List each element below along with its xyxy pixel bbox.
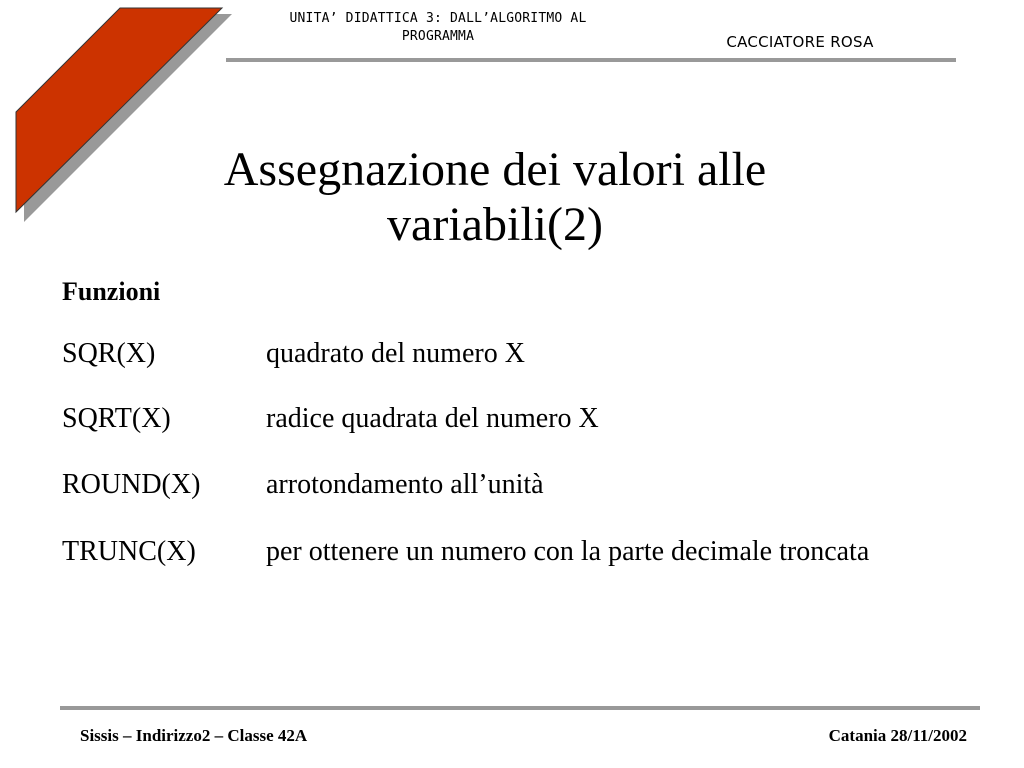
- unit-title: [228, 10, 648, 46]
- unit-title-line-1: UNITA’ DIDATTICA 3: DALL’ALGORITMO AL: [289, 11, 587, 26]
- footer-place-date: Catania 28/11/2002: [828, 726, 967, 745]
- unit-title-line-2: PROGRAMMA: [401, 29, 475, 44]
- section-heading: Funzioni: [62, 277, 161, 306]
- slide-title-line-2: variabili(2): [387, 198, 603, 251]
- function-description: quadrato del numero X: [266, 338, 525, 369]
- header-divider: [226, 58, 956, 62]
- function-name: SQR(X): [62, 338, 156, 369]
- function-description: arrotondamento all’unità: [266, 469, 544, 500]
- function-name: ROUND(X): [62, 469, 201, 500]
- function-name: SQRT(X): [62, 403, 171, 434]
- function-description: radice quadrata del numero X: [266, 403, 599, 434]
- function-description: per ottenere un numero con la parte decimale troncata: [266, 536, 870, 567]
- author-name: CACCIATORE ROSA: [726, 33, 874, 51]
- footer-divider: [60, 706, 980, 710]
- slide-title: [140, 142, 850, 252]
- function-name: TRUNC(X): [62, 536, 196, 567]
- slide-title-line-1: Assegnazione dei valori alle: [223, 143, 767, 196]
- footer-course-info: Sissis – Indirizzo2 – Classe 42A: [80, 726, 308, 745]
